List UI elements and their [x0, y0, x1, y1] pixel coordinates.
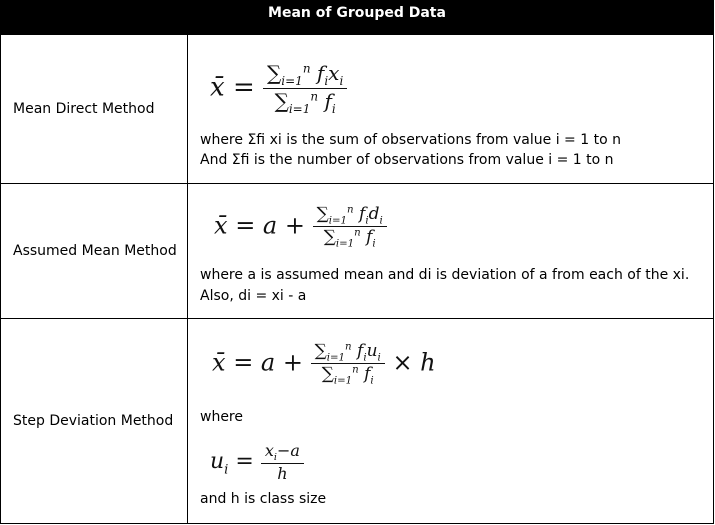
row-content-direct — [188, 35, 713, 183]
note-direct-1: where Σfi xi is the sum of observations from value i = 1 to n — [200, 132, 621, 148]
formula-assumed-mean: x̄ = a + $\frac{\sum_{i=1}^n f_id_i}{\sum_{i=1}^n f_i}$ — [214, 204, 387, 250]
table-row — [1, 319, 713, 523]
table-row — [1, 35, 713, 184]
row-label-direct: Mean Direct Method — [1, 35, 188, 183]
note-assumed-1: where a is assumed mean and di is deviation of a from each of the xi. — [200, 267, 690, 283]
note-step-2: and h is class size — [200, 491, 327, 507]
table-header: Mean of Grouped Data — [1, 1, 713, 35]
note-step-1: where — [200, 409, 243, 425]
formula-direct-method: x̄ = $\frac{\sum_{i=1}^n f_ix_i}{\sum_{i=1}^n f_i}$ — [210, 61, 347, 116]
row-content-assumed — [188, 184, 713, 318]
row-content-step — [188, 319, 713, 523]
table-row — [1, 184, 713, 319]
formula-ui-definition: $u_i$ = $\frac{x_i-a}{h}$ — [210, 441, 304, 483]
formula-step-deviation: x̄ = a + $\frac{\sum_{i=1}^n f_iu_i}{\sum_{i=1}^n f_i}$ × h — [212, 341, 436, 387]
note-direct-2: And Σfi is the number of observations from value i = 1 to n — [200, 152, 614, 168]
row-label-step: Step Deviation Method — [1, 319, 188, 523]
row-label-assumed: Assumed Mean Method — [1, 184, 188, 318]
note-assumed-2: Also, di = xi - a — [200, 288, 307, 304]
